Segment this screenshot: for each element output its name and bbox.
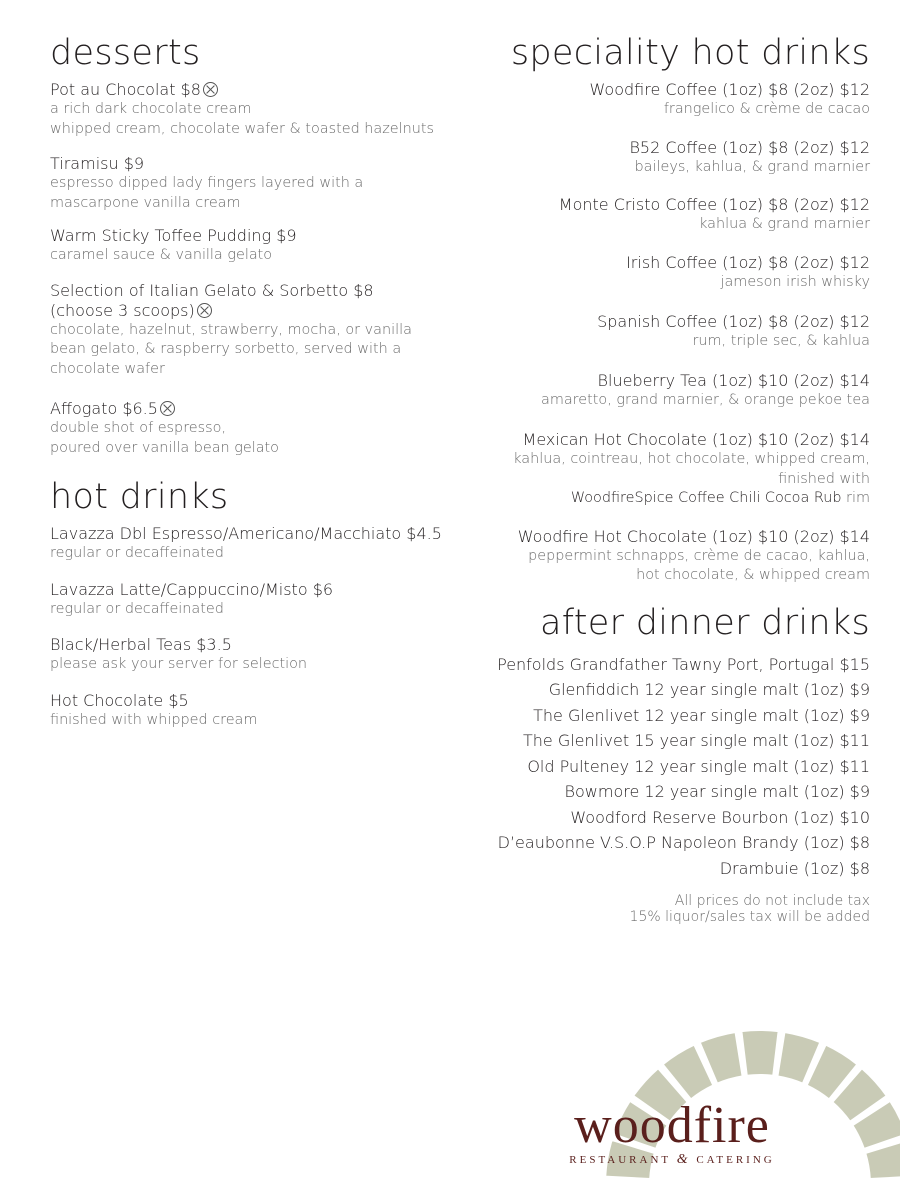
list-item: Penfolds Grandfather Tawny Port, Portugal $15 (497, 654, 870, 674)
menu-item (50, 524, 480, 564)
list-item: Old Pulteney 12 year single malt (1oz) $11 (527, 756, 870, 776)
item-description: espresso dipped lady fingers layered with a (50, 175, 364, 191)
item-description: please ask your server for selection (50, 656, 308, 672)
after-dinner-list (430, 652, 870, 882)
speciality-hot-drinks-heading: speciality hot drinks (510, 33, 870, 73)
menu-item (50, 80, 480, 139)
item-name-cont: (choose 3 scoops) (50, 300, 195, 320)
menu-item (50, 281, 480, 380)
item-name: Spanish Coffee (1oz) $8 (2oz) $12 (597, 312, 870, 331)
tax-notes (430, 893, 870, 925)
right-column (430, 30, 870, 925)
item-name: B52 Coffee (1oz) $8 (2oz) $12 (629, 137, 870, 157)
item-description: double shot of espresso, (50, 420, 227, 436)
gluten-free-icon (160, 401, 175, 416)
item-description: bean gelato, & raspberry sorbetto, served with a (50, 341, 402, 357)
gluten-free-icon (197, 303, 212, 318)
list-item: The Glenlivet 15 year single malt (1oz) $11 (522, 731, 870, 750)
desserts-heading: desserts (50, 33, 201, 73)
item-description: regular or decaffeinated (50, 545, 224, 561)
item-description: kahlua & grand marnier (699, 216, 870, 232)
item-description: baileys, kahlua, & grand marnier (634, 158, 870, 175)
item-name: Affogato $6.5 (50, 399, 158, 418)
menu-item (430, 138, 870, 178)
item-name: Hot Chocolate $5 (50, 690, 189, 710)
menu-item (430, 80, 870, 120)
item-name: Mexican Hot Chocolate (1oz) $10 (2oz) $14 (522, 430, 870, 449)
left-column (50, 30, 480, 730)
arch-stone (741, 1030, 778, 1076)
item-description: mascarpone vanilla cream (50, 194, 241, 211)
menu-item (50, 226, 480, 266)
item-name: Woodfire Hot Chocolate (1oz) $10 (2oz) $14 (517, 526, 870, 546)
list-item: Woodford Reserve Bourbon (1oz) $10 (570, 807, 870, 827)
item-name: Warm Sticky Toffee Pudding $9 (50, 226, 297, 245)
woodfire-logo (520, 1010, 900, 1180)
item-description: finished with (778, 470, 870, 487)
tax-note: All prices do not include tax (674, 893, 870, 909)
tagline-catering: CATERING (696, 1154, 775, 1166)
list-item: Bowmore 12 year single malt (1oz) $9 (564, 782, 870, 801)
after-dinner-drinks-heading: after dinner drinks (540, 602, 870, 643)
logo-tagline (569, 1152, 774, 1167)
item-description: jameson irish whisky (720, 273, 870, 290)
item-description: frangelico & crème de cacao (663, 101, 870, 117)
rub-name: WoodfireSpice Coffee Chili Cocoa Rub (570, 490, 842, 506)
item-description: a rich dark chocolate cream (50, 101, 252, 117)
item-description: chocolate, hazelnut, strawberry, mocha, or vanilla (50, 321, 412, 338)
item-name: Lavazza Latte/Cappuccino/Misto $6 (50, 579, 334, 599)
list-item: D’eaubonne V.S.O.P Napoleon Brandy (1oz) $8 (497, 833, 870, 852)
item-description: amaretto, grand marnier, & orange pekoe tea (541, 391, 870, 408)
list-item: Drambuie (1oz) $8 (719, 858, 870, 878)
menu-item (430, 527, 870, 586)
item-description: whipped cream, chocolate wafer & toasted hazelnuts (50, 120, 435, 137)
tagline-ampersand: & (676, 1152, 691, 1167)
item-description: peppermint schnapps, crème de cacao, kahlua, (528, 547, 870, 564)
item-name: Black/Herbal Teas $3.5 (50, 635, 232, 654)
item-description: poured over vanilla bean gelato (50, 439, 279, 456)
menu-item (50, 154, 480, 213)
list-item: Glenfiddich 12 year single malt (1oz) $9 (548, 680, 870, 699)
item-name: Selection of Italian Gelato & Sorbetto $8 (50, 280, 374, 300)
tax-note: 15% liquor/sales tax will be added (629, 909, 870, 925)
item-name: Woodfire Coffee (1oz) $8 (2oz) $12 (589, 80, 870, 99)
menu-item (430, 371, 870, 411)
list-item: The Glenlivet 12 year single malt (1oz) $9 (533, 705, 870, 725)
gluten-free-icon (203, 82, 218, 97)
item-description: chocolate wafer (50, 360, 165, 377)
item-name: Monte Cristo Coffee (1oz) $8 (2oz) $12 (558, 195, 870, 214)
hot-drinks-heading: hot drinks (50, 477, 229, 517)
menu-item (50, 580, 480, 620)
menu-item (50, 635, 480, 675)
item-description: regular or decaffeinated (50, 600, 224, 617)
item-name: Pot au Chocolat $8 (50, 80, 201, 99)
menu-item (430, 195, 870, 235)
menu-item (50, 399, 480, 458)
item-name: Tiramisu $9 (50, 154, 145, 173)
item-description: rum, triple sec, & kahlua (692, 333, 870, 349)
item-name: Lavazza Dbl Espresso/Americano/Macchiato $4.5 (50, 524, 442, 543)
menu-item (430, 253, 870, 293)
menu-item (430, 430, 870, 509)
menu-item (430, 312, 870, 352)
tagline-restaurant: RESTAURANT (569, 1154, 671, 1166)
item-description: hot chocolate, & whipped cream (636, 567, 870, 583)
logo-wordmark: woodfire (574, 1097, 770, 1154)
item-description: kahlua, cointreau, hot chocolate, whipped cream, (513, 451, 870, 467)
menu-item (50, 691, 480, 731)
item-description: caramel sauce & vanilla gelato (50, 247, 273, 263)
rub-suffix: rim (841, 490, 870, 506)
item-description: finished with whipped cream (50, 711, 258, 728)
item-name: Blueberry Tea (1oz) $10 (2oz) $14 (597, 370, 870, 390)
item-name: Irish Coffee (1oz) $8 (2oz) $12 (626, 252, 870, 272)
